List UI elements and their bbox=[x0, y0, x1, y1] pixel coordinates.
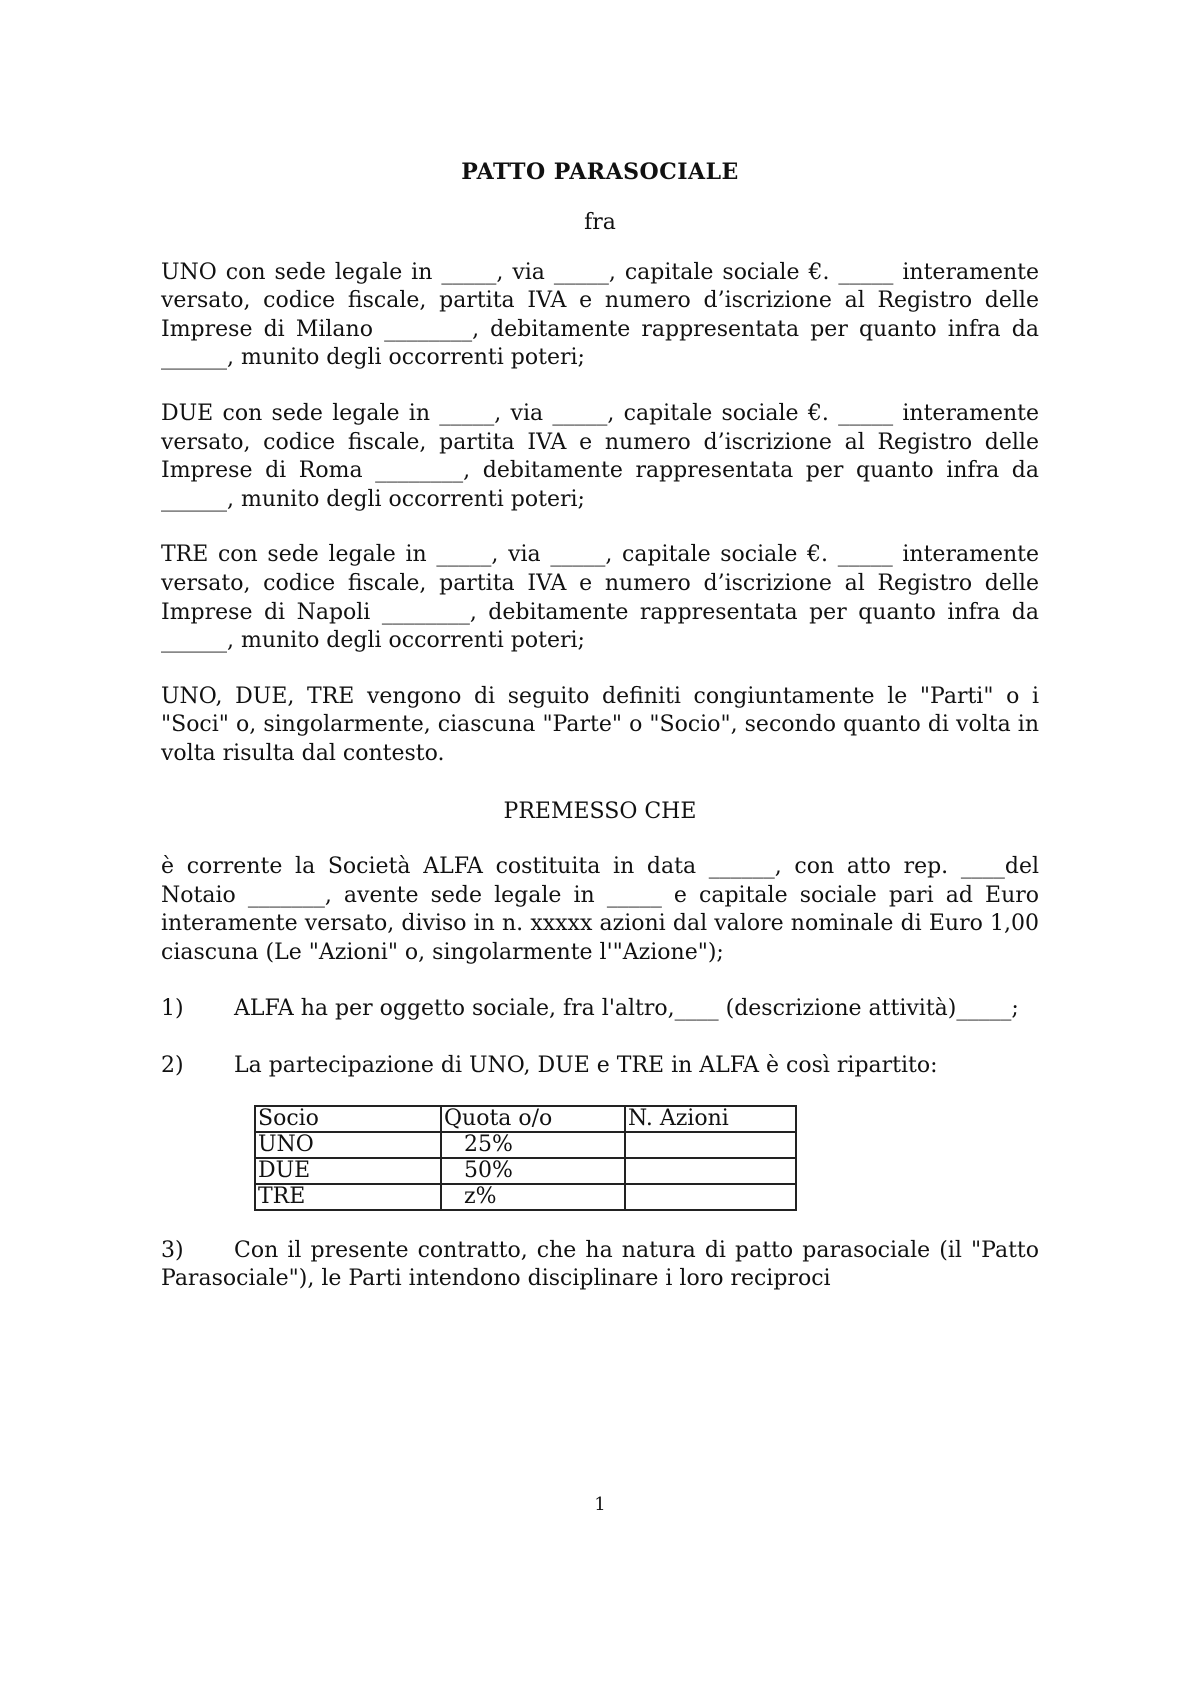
table-cell: 25% bbox=[441, 1132, 625, 1158]
party-uno-paragraph: UNO con sede legale in _____, via _____, capitale sociale €. _____ interamente versato, codice fiscale, partita IVA e numero d’iscrizione al Registro delle Imprese di Milano ________, debitamente rappresentata per quanto infra da ______, munito degli occorrenti poteri; bbox=[161, 259, 1039, 371]
item-2 bbox=[161, 1052, 1039, 1081]
item-3 bbox=[161, 1237, 1039, 1294]
table-row bbox=[255, 1132, 796, 1158]
document-title: PATTO PARASOCIALE bbox=[461, 159, 739, 185]
item-number: 1) bbox=[161, 996, 184, 1022]
party-due-paragraph: DUE con sede legale in _____, via _____, capitale sociale €. _____ interamente versato, codice fiscale, partita IVA e numero d’iscrizione al Registro delle Imprese di Roma ________, debitamente rappresentata per quanto infra da ______, munito degli occorrenti poteri; bbox=[161, 400, 1039, 512]
table-cell bbox=[625, 1158, 796, 1184]
between-label: fra bbox=[584, 210, 616, 235]
table-cell: UNO bbox=[255, 1132, 441, 1158]
item-1 bbox=[161, 995, 1039, 1024]
table-cell bbox=[625, 1184, 796, 1210]
table-row bbox=[255, 1158, 796, 1184]
table-header-cell: Socio bbox=[255, 1106, 441, 1132]
table-cell bbox=[625, 1132, 796, 1158]
definitions-paragraph: UNO, DUE, TRE vengono di seguito definiti congiuntamente le "Parti" o i "Soci" o, singolarmente, ciascuna "Parte" o "Socio", secondo quanto di volta in volta risulta dal contesto. bbox=[161, 683, 1039, 766]
item-text: Con il presente contratto, che ha natura di patto parasociale (il "Patto Parasociale"), le Parti intendono disciplinare i loro reciproci bbox=[161, 1237, 1039, 1292]
table-cell: DUE bbox=[255, 1158, 441, 1184]
table-header-row bbox=[255, 1106, 796, 1132]
table-header-cell: N. Azioni bbox=[625, 1106, 796, 1132]
premessa-paragraph: è corrente la Società ALFA costituita in data ______, con atto rep. ____del Notaio _______, avente sede legale in _____ e capitale sociale pari ad Euro interamente versato, diviso in n. xxxxx azioni dal valore nominale di Euro 1,00 ciascuna (Le "Azioni" o, singolarmente l'"Azione"); bbox=[161, 854, 1039, 965]
item-text: ALFA ha per oggetto sociale, fra l'altro,____ (descrizione attività)_____; bbox=[234, 996, 1019, 1022]
shareholding-table bbox=[254, 1105, 797, 1211]
party-tre-paragraph: TRE con sede legale in _____, via _____, capitale sociale €. _____ interamente versato, codice fiscale, partita IVA e numero d’iscrizione al Registro delle Imprese di Napoli ________, debitamente rappresentata per quanto infra da ______, munito degli occorrenti poteri; bbox=[161, 542, 1039, 654]
table-cell: z% bbox=[441, 1184, 625, 1210]
table-cell: 50% bbox=[441, 1158, 625, 1184]
table-cell: TRE bbox=[255, 1184, 441, 1210]
table-header-cell: Quota o/o bbox=[441, 1106, 625, 1132]
item-number: 2) bbox=[161, 1053, 184, 1079]
page-number: 1 bbox=[594, 1494, 606, 1515]
premesso-heading: PREMESSO CHE bbox=[503, 798, 697, 824]
document-body bbox=[161, 158, 1039, 1294]
table-row bbox=[255, 1184, 796, 1210]
item-number: 3) bbox=[161, 1237, 184, 1263]
item-text: La partecipazione di UNO, DUE e TRE in ALFA è così ripartito: bbox=[234, 1053, 938, 1079]
